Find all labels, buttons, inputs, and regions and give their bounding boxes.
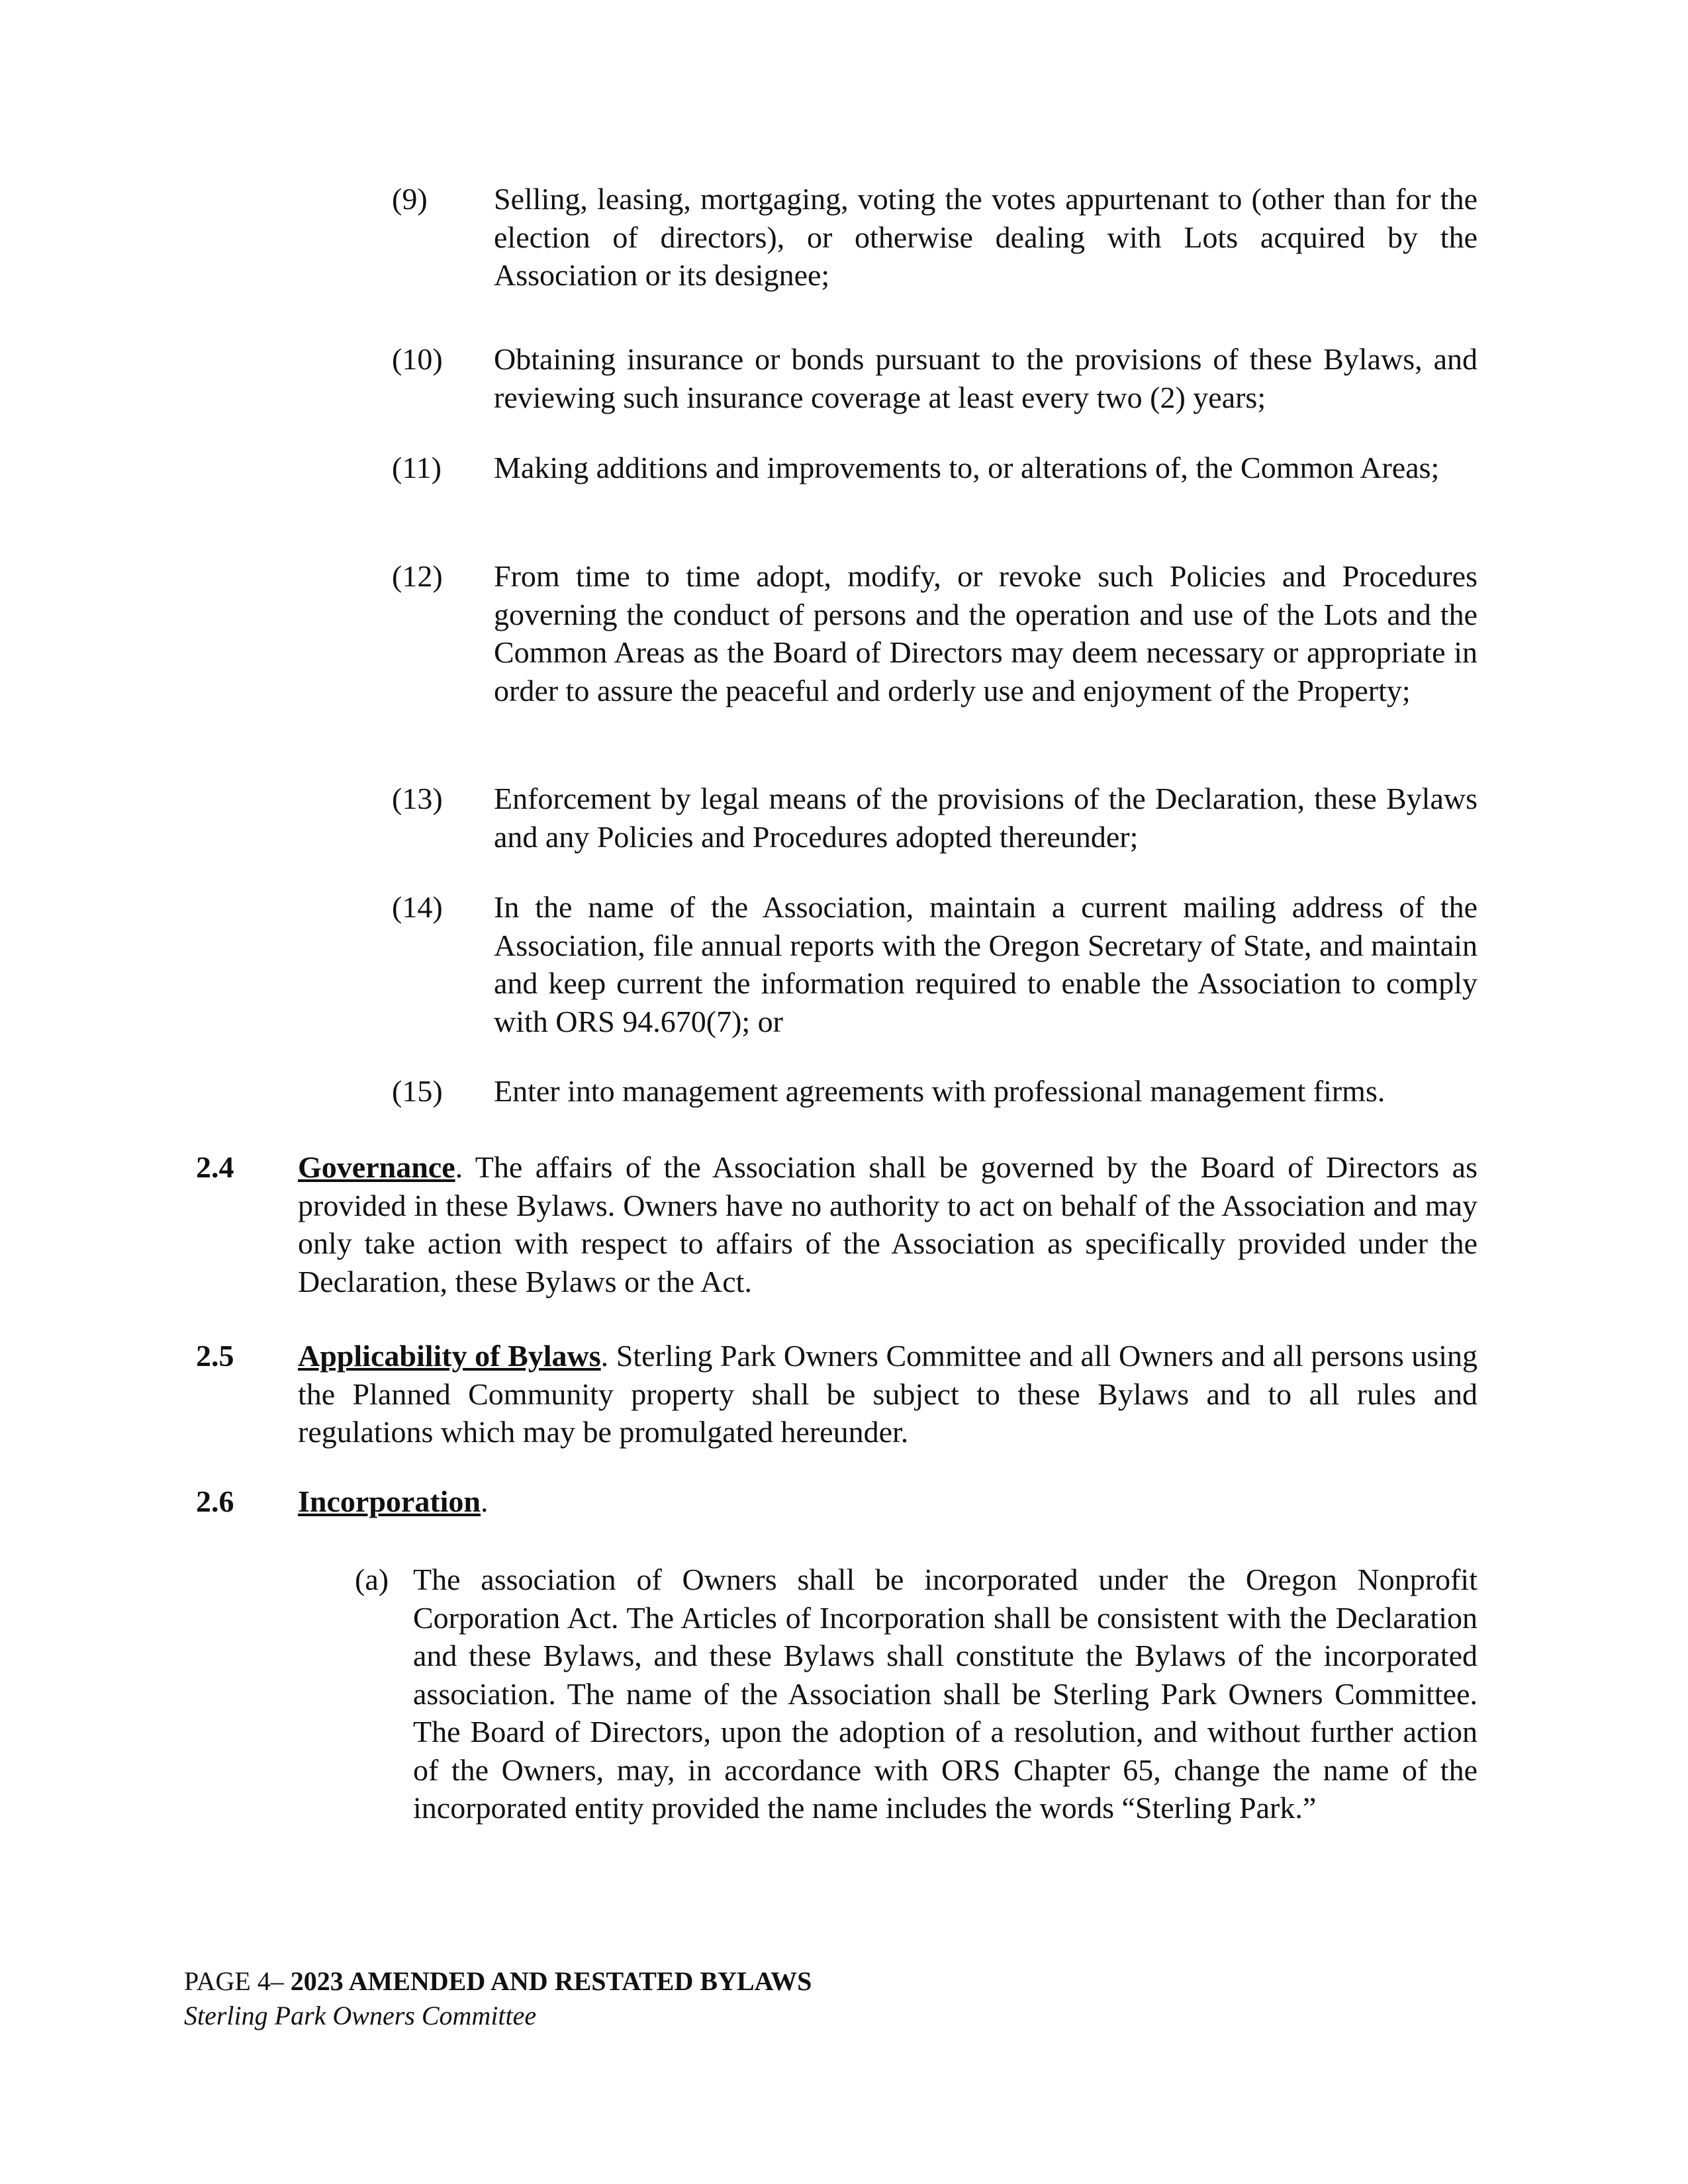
section-text: . Sterling Park Owners Committee and all Owners and all persons using the Planned Community property shall be subject to these Bylaws and to all rules and regulations which may be promulgated hereunder. [298, 1339, 1477, 1449]
footer-page-number: PAGE 4– [184, 1966, 291, 1996]
item-text: Enforcement by legal means of the provisions of the Declaration, these Bylaws and any Policies and Procedures adopted thereunder; [494, 782, 1477, 854]
list-item-14 [392, 888, 1477, 1040]
item-text: Obtaining insurance or bonds pursuant to the provisions of these Bylaws, and reviewing such insurance coverage at least every two (2) years; [494, 342, 1477, 414]
subitem-number: (a) [355, 1563, 389, 1596]
item-number: (15) [392, 1074, 443, 1108]
section-2-5 [196, 1337, 1477, 1451]
section-heading: Applicability of Bylaws [298, 1339, 601, 1373]
item-text: Making additions and improvements to, or alterations of, the Common Areas; [494, 451, 1440, 484]
section-body [298, 1482, 1477, 1521]
item-text: In the name of the Association, maintain a current mailing address of the Association, file annual reports with the Oregon Secretary of State, and maintain and keep current the information required to enable the Association to comply with ORS 94.670(7); or [494, 890, 1477, 1038]
list-item-9 [392, 180, 1477, 295]
item-number: (14) [392, 890, 443, 924]
item-text: From time to time adopt, modify, or revoke such Policies and Procedures governing the conduct of persons and the operation and use of the Lots and the Common Areas as the Board of Directors may deem necessary or appropriate in order to assure the peaceful and orderly use and enjoyment of the Property; [494, 559, 1477, 707]
subitem-row [355, 1561, 1477, 1827]
item-text: Enter into management agreements with professional management firms. [494, 1074, 1385, 1108]
section-number: 2.5 [196, 1339, 234, 1373]
list-item-13 [392, 780, 1477, 856]
item-number: (10) [392, 342, 443, 376]
footer-title: 2023 AMENDED AND RESTATED BYLAWS [290, 1966, 812, 1996]
item-number: (12) [392, 559, 443, 593]
section-number: 2.4 [196, 1150, 234, 1184]
list-item-15 [392, 1072, 1477, 1111]
section-text: . [481, 1484, 489, 1518]
section-number: 2.6 [196, 1484, 234, 1518]
item-number: (11) [392, 451, 442, 484]
subitem-text: The association of Owners shall be incorporated under the Oregon Nonprofit Corporation Act. The Articles of Incorporation shall be consistent with the Declaration and these Bylaws, and these Bylaws shall constitute the Bylaws of the incorporated association. The name of the Association shall be Sterling Park Owners Committee. The Board of Directors, upon the adoption of a resolution, and without further action of the Owners, may, in accordance with ORS Chapter 65, change the name of the incorporated entity provided the name includes the words “Sterling Park.” [413, 1563, 1477, 1825]
footer-org: Sterling Park Owners Committee [184, 2001, 537, 2030]
section-2-6 [196, 1482, 1477, 1521]
footer-line [184, 1964, 812, 1999]
list-item-12 [392, 557, 1477, 709]
section-2-4 [196, 1148, 1477, 1300]
subitem-a [355, 1561, 1477, 1827]
section-text: . The affairs of the Association shall be governed by the Board of Directors as provided in these Bylaws. Owners have no authority to act on behalf of the Association and may only take action with respect to affairs of the Association as specifically provided under the Declaration, these Bylaws or the Act. [298, 1150, 1477, 1298]
item-number: (13) [392, 782, 443, 815]
list-item-11 [392, 449, 1477, 487]
list-item-10 [392, 340, 1477, 416]
section-heading: Incorporation [298, 1484, 481, 1518]
item-text: Selling, leasing, mortgaging, voting the votes appurtenant to (other than for the election of directors), or otherwise dealing with Lots acquired by the Association or its designee; [494, 182, 1477, 292]
section-body [298, 1337, 1477, 1451]
page-footer [184, 1964, 812, 2033]
section-body [298, 1148, 1477, 1300]
item-number: (9) [392, 182, 428, 216]
section-heading: Governance [298, 1150, 455, 1184]
